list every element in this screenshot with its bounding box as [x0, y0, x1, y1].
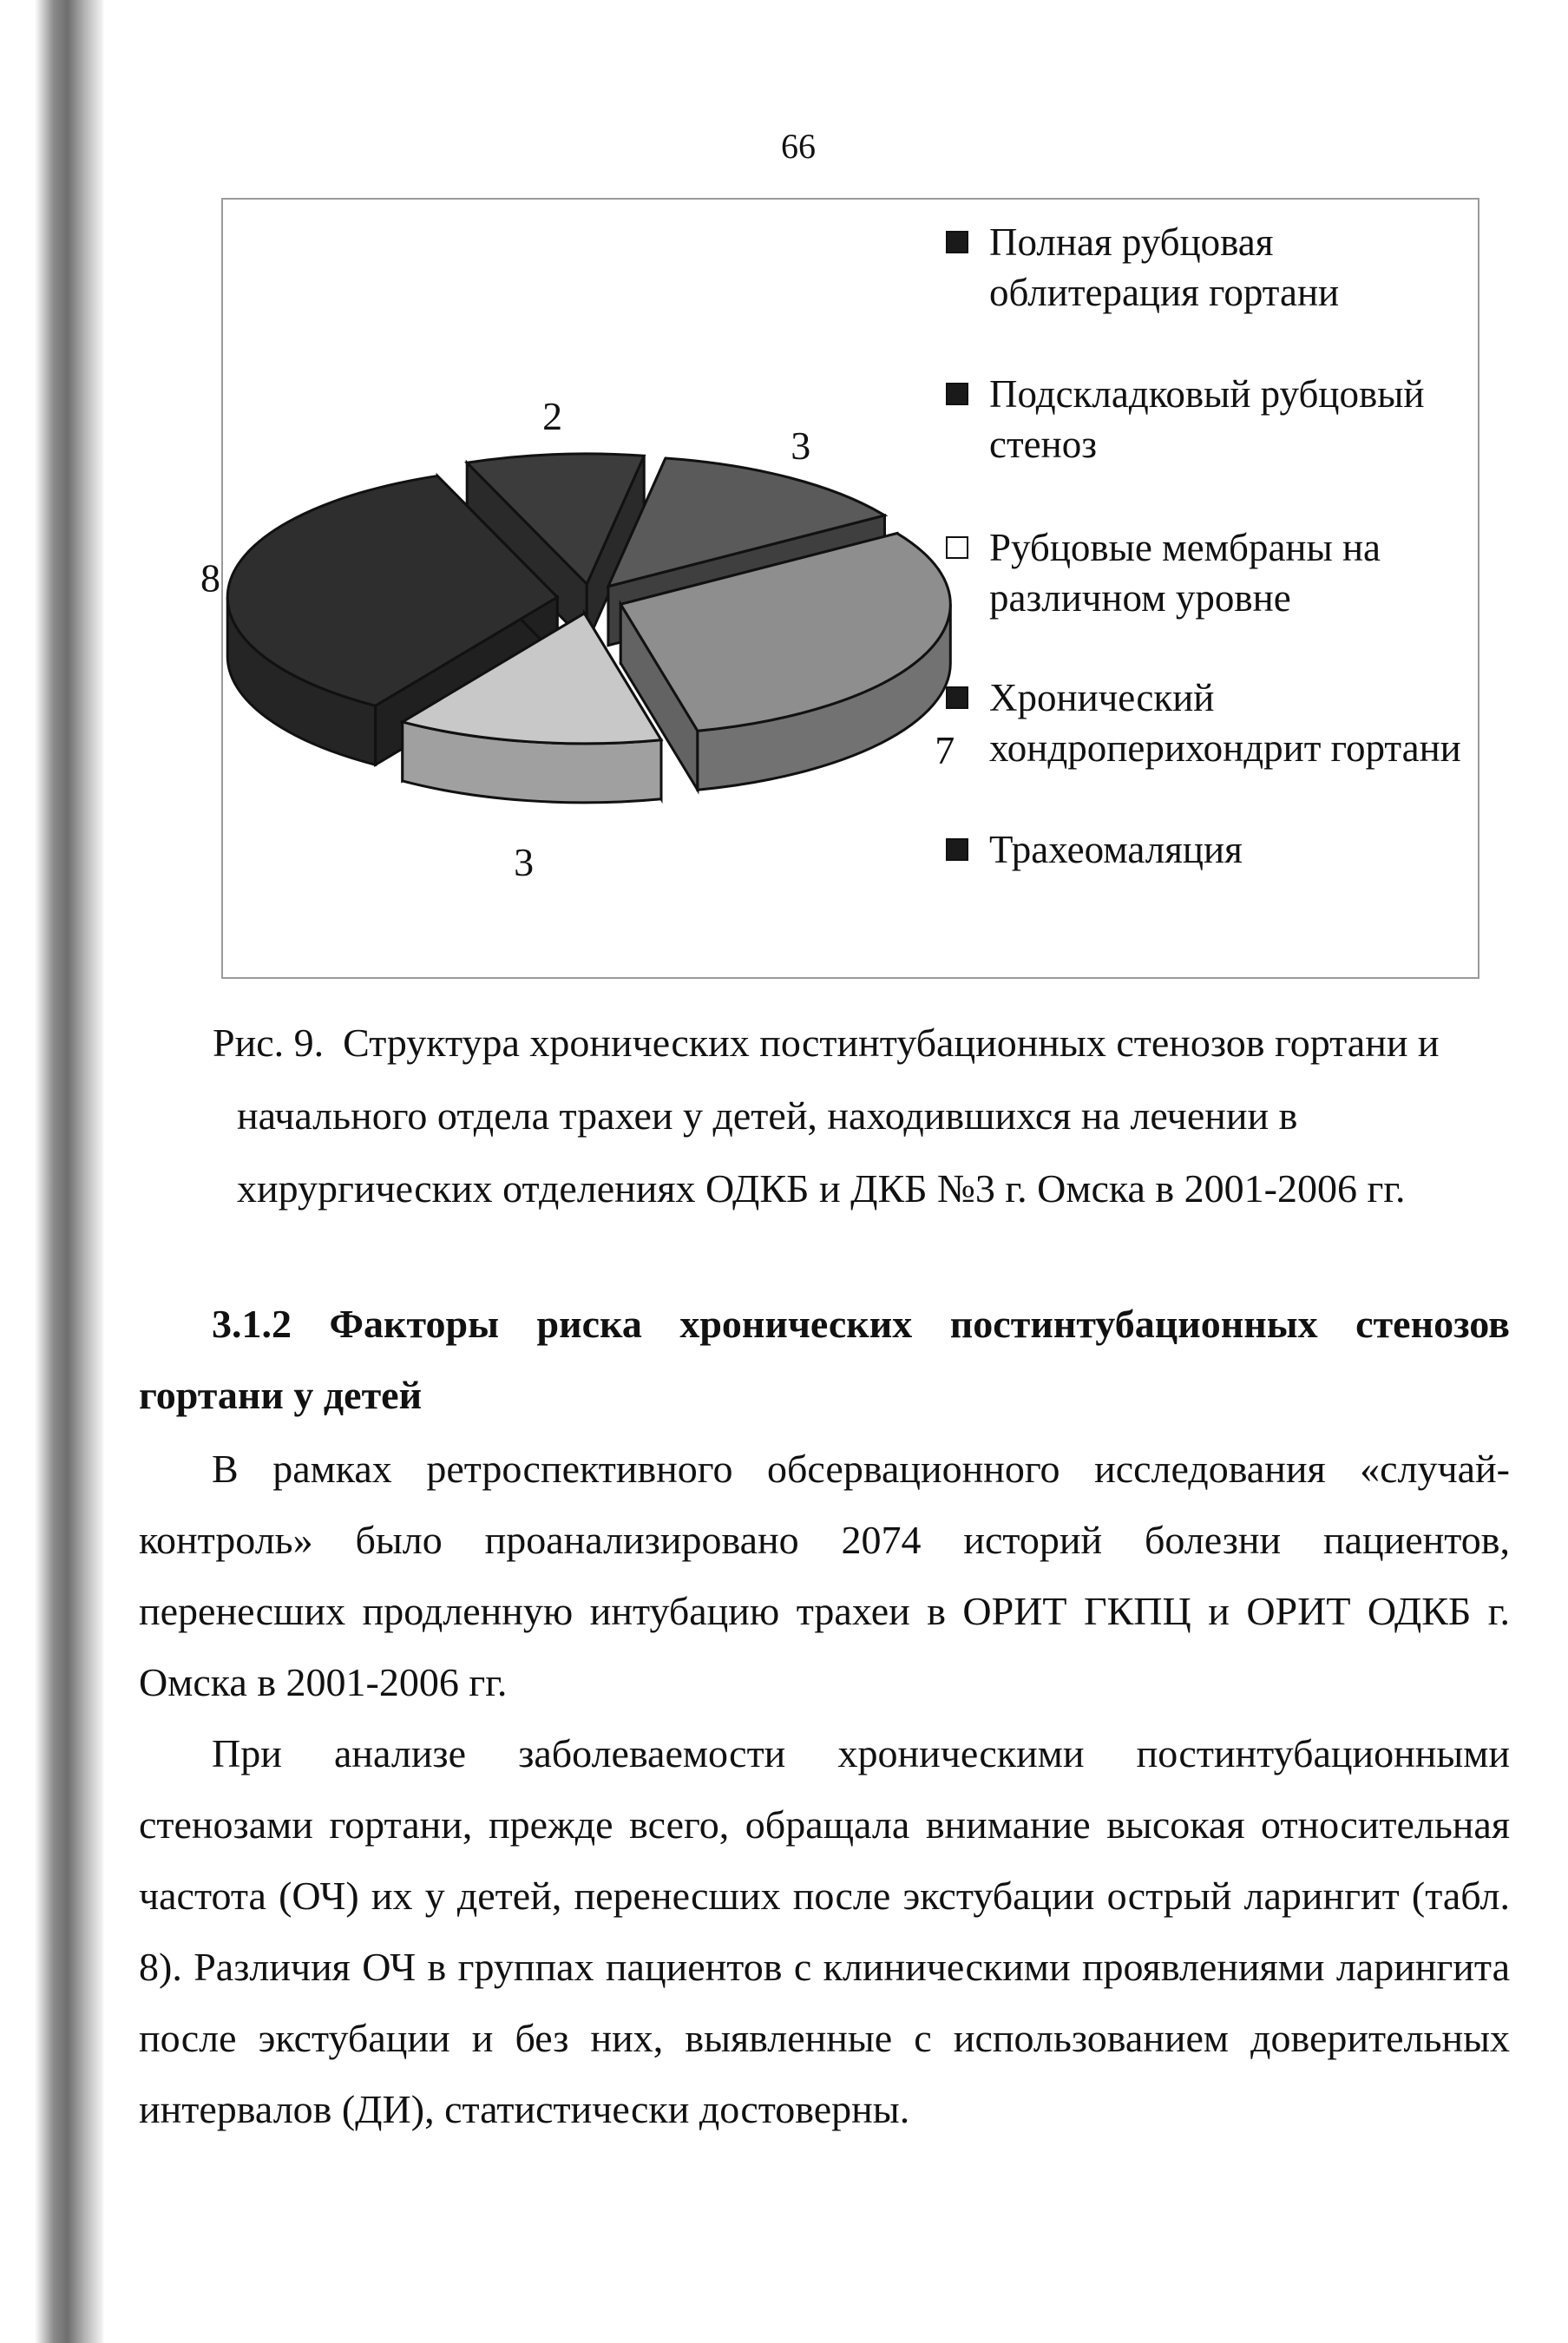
- legend-line: Подскладковый рубцовый: [989, 372, 1425, 416]
- pie-data-label: 3: [514, 839, 535, 884]
- legend-line: Трахеомаляция: [989, 828, 1243, 871]
- caption-line-3: хирургических отделениях ОДКБ и ДКБ №3 г. Омска в 2001-2006 гг.: [237, 1166, 1406, 1211]
- paragraph-line: 8). Различия ОЧ в группах пациентов с клиническими проявлениями ларингита: [139, 1945, 1510, 1989]
- caption-line-2: начального отдела трахеи у детей, находившихся на лечении в: [237, 1093, 1298, 1138]
- paragraph-line: В рамках ретроспективного обсервационного исследования «случай-: [212, 1447, 1510, 1491]
- legend-swatch-1: [946, 231, 968, 253]
- legend-swatch-5: [946, 838, 968, 861]
- paragraph-line: При анализе заболеваемости хроническими постинтубационными: [212, 1731, 1510, 1775]
- legend-line: облитерация гортани: [989, 271, 1340, 314]
- legend-line: Полная рубцовая: [989, 220, 1274, 264]
- paragraph-line: частота (ОЧ) их у детей, перенесших после экстубации острый ларингит (табл.: [139, 1874, 1510, 1918]
- pie-data-label: 3: [791, 423, 811, 468]
- section-heading: [139, 1289, 1510, 1431]
- heading-line: 3.1.2 Факторы риска хронических постинтубационных стенозов: [212, 1302, 1510, 1346]
- pie-data-label: 2: [542, 394, 563, 439]
- paragraph-1: [139, 1434, 1510, 1718]
- caption-label: Рис. 9.: [213, 1021, 325, 1065]
- legend-line: Рубцовые мембраны на: [989, 526, 1381, 569]
- legend-swatch-4: [946, 686, 968, 709]
- legend-line: Хронический: [989, 676, 1215, 719]
- paragraph-line: контроль» было проанализировано 2074 историй болезни пациентов,: [139, 1518, 1510, 1562]
- paragraph-line: стенозами гортани, прежде всего, обращала внимание высокая относительная: [139, 1802, 1510, 1847]
- caption-line-1: [213, 1007, 1462, 1080]
- heading-line: гортани у детей: [139, 1373, 423, 1417]
- pie-data-label: 8: [200, 555, 220, 601]
- paragraph-line: интервалов (ДИ), статистически достоверны.: [139, 2087, 910, 2131]
- legend-line: стеноз: [989, 423, 1097, 466]
- legend-line: хондроперихондрит гортани: [989, 726, 1461, 770]
- paragraph-line: перенесших продленную интубацию трахеи в ОРИТ ГКПЦ и ОРИТ ОДКБ г.: [139, 1589, 1510, 1633]
- pie-data-label: 7: [935, 727, 955, 772]
- figure-caption: [213, 1007, 1462, 1225]
- paragraph-line: Омска в 2001-2006 гг.: [139, 1660, 508, 1704]
- legend-line: различном уровне: [989, 576, 1291, 620]
- paragraph-2: [139, 1718, 1510, 2145]
- page-number: 66: [781, 127, 816, 166]
- caption-text: Структура хронических постинтубационных стенозов гортани и: [343, 1021, 1440, 1065]
- legend-swatch-3: [946, 536, 968, 559]
- legend-swatch-2: [946, 383, 968, 405]
- paragraph-line: после экстубации и без них, выявленные с использованием доверительных: [139, 2016, 1510, 2060]
